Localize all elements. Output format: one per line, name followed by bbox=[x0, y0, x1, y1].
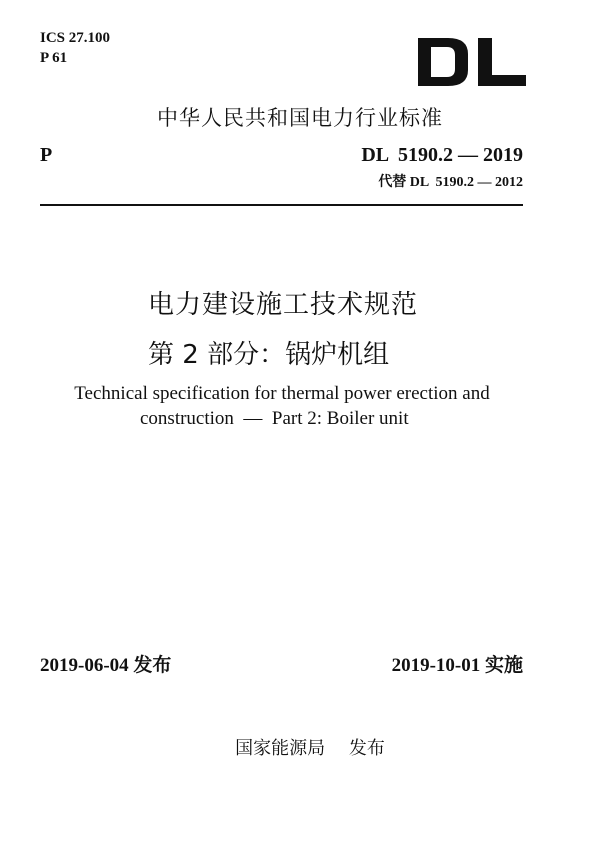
dl-logo bbox=[418, 38, 526, 86]
replaces-standard: 代替 DL 5190.2 — 2012 bbox=[378, 175, 523, 190]
publisher: 国家能源局 发布 bbox=[235, 738, 385, 759]
standard-number: DL 5190.2 — 2019 bbox=[361, 144, 523, 166]
title-cn-line2: 第 2 部分：锅炉机组 bbox=[148, 340, 390, 370]
classification-code: P 61 bbox=[40, 50, 68, 66]
effective-date: 2019-10-01 实施 bbox=[391, 655, 523, 676]
title-en-line2: construction — Part 2: Boiler unit bbox=[140, 408, 409, 429]
issuing-body-title: 中华人民共和国电力行业标准 bbox=[157, 106, 443, 130]
category-letter: P bbox=[40, 144, 53, 166]
header-divider bbox=[40, 204, 523, 206]
title-en-line1: Technical specification for thermal power erection and bbox=[74, 383, 490, 404]
ics-code: ICS 27.100 bbox=[40, 30, 111, 46]
title-cn-line1: 电力建设施工技术规范 bbox=[148, 290, 419, 320]
issue-date: 2019-06-04 发布 bbox=[40, 655, 172, 676]
